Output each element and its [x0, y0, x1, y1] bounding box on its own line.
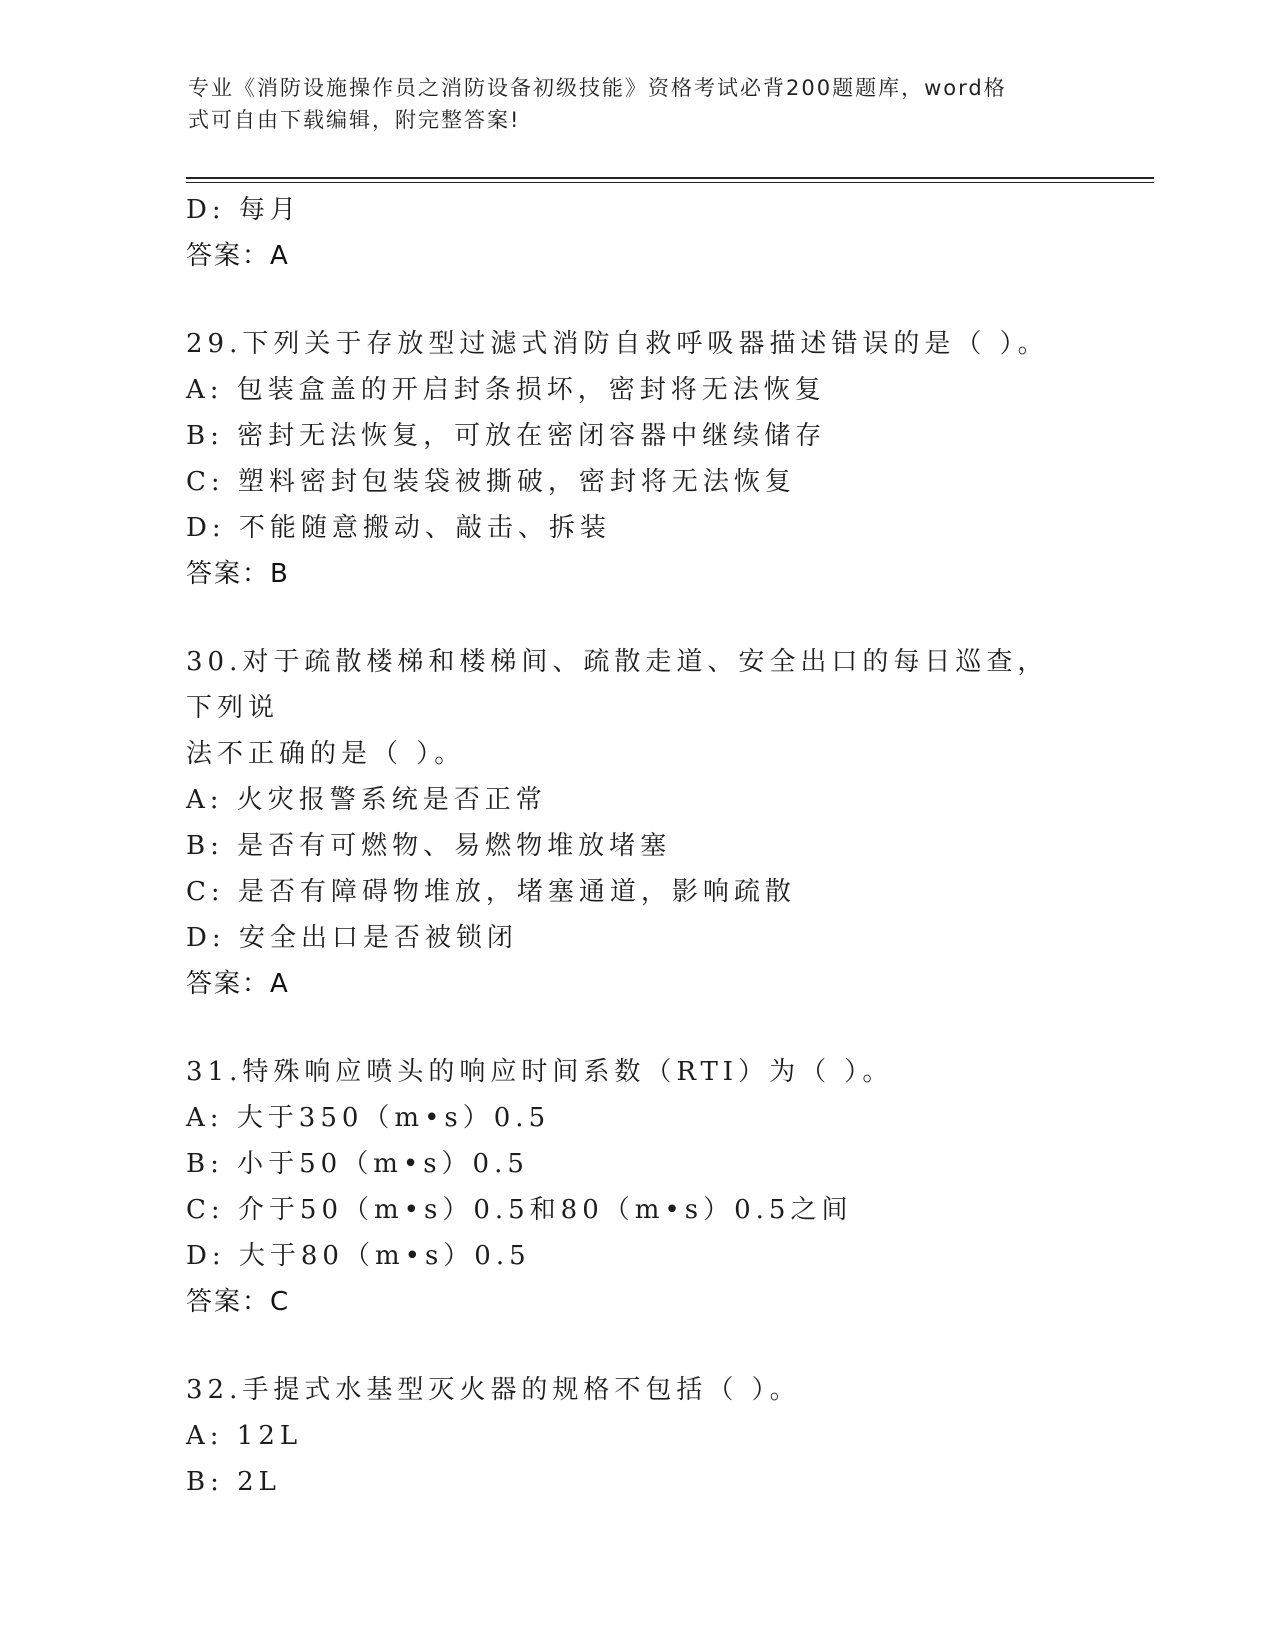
- option-a: A: 12L: [186, 1421, 303, 1451]
- question-content: [186, 187, 1086, 1505]
- option-a: A: 大于350（m•s）0.5: [186, 1103, 551, 1133]
- spacer: [186, 597, 1086, 639]
- option-d: D: 不能随意搬动、敲击、拆装: [186, 513, 611, 543]
- question-stem: 31.特殊响应喷头的响应时间系数（RTI）为（ ）。: [186, 1057, 894, 1087]
- answer-line: 答案：C: [186, 1287, 291, 1317]
- option-d: D: 每月: [186, 195, 301, 225]
- option-d: D: 安全出口是否被锁闭: [186, 923, 518, 953]
- answer-line: 答案：A: [186, 969, 290, 999]
- question-stem-line-2: 法不正确的是（ ）。: [186, 739, 466, 769]
- answer-line: 答案：A: [186, 241, 290, 271]
- option-b: B: 密封无法恢复，可放在密闭容器中继续储存: [186, 421, 827, 451]
- question-30: [186, 639, 1086, 1007]
- question-stem: 32.手提式水基型灭火器的规格不包括（ ）。: [186, 1375, 801, 1405]
- header-divider-thick: [186, 177, 1154, 179]
- option-c: C: 塑料密封包装袋被撕破，密封将无法恢复: [186, 467, 796, 497]
- header-line-1: 专业《消防设施操作员之消防设备初级技能》资格考试必背200题题库，word格: [188, 76, 1007, 100]
- option-b: B: 2L: [186, 1467, 281, 1497]
- option-c: C: 是否有障碍物堆放，堵塞通道，影响疏散: [186, 877, 796, 907]
- document-header: [188, 72, 1088, 136]
- option-b: B: 小于50（m•s）0.5: [186, 1149, 529, 1179]
- option-c: C: 介于50（m•s）0.5和80（m•s）0.5之间: [186, 1195, 853, 1225]
- question-31: [186, 1049, 1086, 1325]
- option-b: B: 是否有可燃物、易燃物堆放堵塞: [186, 831, 672, 861]
- option-d: D: 大于80（m•s）0.5: [186, 1241, 531, 1271]
- option-a: A: 火灾报警系统是否正常: [186, 785, 547, 815]
- spacer: [186, 279, 1086, 321]
- option-a: A: 包装盒盖的开启封条损坏，密封将无法恢复: [186, 375, 826, 405]
- question-32: [186, 1367, 1086, 1505]
- spacer: [186, 1325, 1086, 1367]
- question-29: [186, 321, 1086, 597]
- answer-line: 答案：B: [186, 559, 290, 589]
- question-stem-line-1: 30.对于疏散楼梯和楼梯间、疏散走道、安全出口的每日巡查，下列说: [186, 647, 1049, 723]
- header-divider-thin: [186, 182, 1154, 183]
- question-stem: 29.下列关于存放型过滤式消防自救呼吸器描述错误的是（ ）。: [186, 329, 1049, 359]
- header-line-2: 式可自由下载编辑，附完整答案!: [188, 108, 521, 132]
- spacer: [186, 1007, 1086, 1049]
